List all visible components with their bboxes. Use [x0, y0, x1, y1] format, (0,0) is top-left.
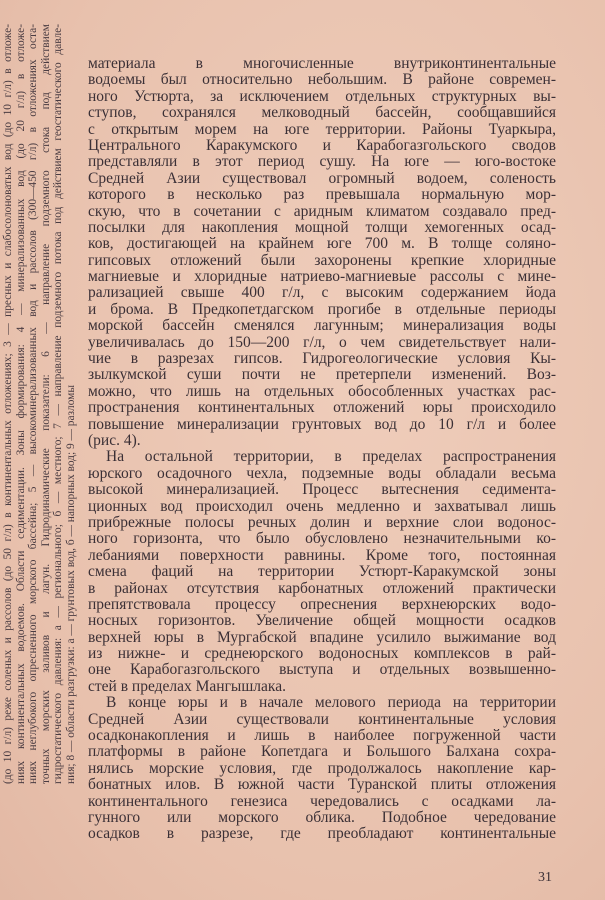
text-line: (рис. 4). — [88, 431, 141, 449]
text-line: оне Карабогазгольского выступа и отдельных возвышенно- — [88, 661, 556, 679]
text-line: магниевые и хлоридные натриево-магниевые рассолы с мине- — [88, 268, 556, 286]
caption-line: гидростатического давления: а — регионального; б — местного; 7 — направление подземного потока под действием геостатического давле- — [52, 24, 64, 784]
text-line: Средней Азии существовал огромный водоем, соленость — [88, 169, 556, 187]
text-line: и брома. В Предкопетдагском прогибе в отдельные периоды — [88, 300, 556, 318]
text-line: ционных вод происходил очень медленно и захватывал лишь — [88, 497, 556, 515]
text-line: пространения континентальных отложений юры происходило — [88, 399, 556, 417]
text-line: стей в пределах Мангышлака. — [88, 677, 286, 695]
text-line: чие в разрезах гипсов. Гидрогеологические условия Кы- — [88, 350, 556, 368]
text-line: скую, что в сочетании с аридным климатом создавало пред- — [88, 202, 556, 220]
caption-line: ниях континентальных водоемов. Области седиментации. Зоны формирования: 4 — минерализованных вод (до 20 г/л) в отложе- — [14, 24, 27, 784]
text-line: морской бассейн сменялся лагунным; минерализация воды — [88, 317, 556, 335]
text-line: материала в многочисленные внутриконтинентальные — [88, 55, 556, 72]
text-line: можно, что лишь на отдельных обособленных участках рас- — [88, 382, 556, 400]
text-line: которого в несколько раз превышала нормальную мор- — [88, 186, 556, 204]
body-text — [88, 56, 556, 843]
figure-caption-rotated — [2, 24, 78, 784]
caption-line: ниях неглубокого опресненного морского бассейна; 5 — высокоминерализованных вод и рассолов (300—450 г/л) в отложениях оста- — [27, 24, 39, 784]
caption-line: точных морских заливов и лагун. Гидродинамические показатели: 6 — направление подземного стока под действием — [39, 24, 52, 784]
text-line: гипсовых отложений были захоронены крепкие хлоридные — [88, 251, 556, 269]
text-line: В конце юры и в начале мелового периода на территории — [106, 694, 556, 712]
text-line: осадков в разрезе, где преобладают континентальные — [88, 825, 556, 843]
caption-line: ния; 8 — области разгрузки: а — грунтовых вод, б — напорных вод; 9 — разломы — [64, 384, 77, 784]
text-line: юрского осадочного чехла, подземные воды обладали весьма — [88, 464, 556, 482]
text-line: водоемы был относительно небольшим. В районе современ- — [88, 71, 556, 89]
text-line: повышение минерализации грунтовых вод до 10 г/л и более — [88, 415, 556, 433]
text-line: Центрального Каракумского и Карабогазгольского сводов — [88, 136, 556, 154]
text-line: нялись морские условия, где продолжалось накопление кар- — [88, 759, 556, 777]
text-line: лебаниями поверхности равнины. Кроме того, постоянная — [88, 546, 556, 564]
text-line: увеличивалась до 150—200 г/л, о чем свидетельствует нали- — [88, 333, 556, 351]
text-line: платформы в районе Копетдага и Большого Балхана сохра- — [88, 743, 556, 761]
text-line: ступов, сохранялся мелководный бассейн, сообщавшийся — [88, 104, 556, 122]
text-line: в районах отсутствия карбонатных отложений практически — [88, 579, 556, 597]
text-line: посылки для накопления мощной толщи хемогенных осад- — [88, 218, 556, 236]
text-line: прибрежные полосы речных долин и верхние слои водонос- — [88, 513, 556, 531]
text-line: ков, достигающей на крайнем юге 700 м. В толще соляно- — [88, 235, 556, 253]
text-line: препятствовала процессу опреснения верхнеюрских водо- — [88, 595, 556, 613]
text-line: носных горизонтов. Увеличение общей мощности осадков — [88, 612, 556, 630]
text-line: высокой минерализацией. Процесс вытеснения седимента- — [88, 481, 556, 499]
text-line: осадконакопления и лишь в наиболее погруженной части — [88, 727, 556, 745]
caption-line: (до 10 г/л) реже соленых и рассолов (до 50 г/л) в континентальных отложениях; 3 — пресных и слабосолоноватых вод (до 10 г/л) в отложе- — [2, 24, 14, 784]
text-line: На остальной территории, в пределах распространения — [106, 448, 556, 466]
text-line: рализацией свыше 400 г/л, с высоким содержанием йода — [88, 284, 556, 302]
text-line: верхней юры в Мургабской впадине усилило выжимание вод — [88, 628, 556, 646]
text-line: бонатных илов. В южной части Туранской плиты отложения — [88, 776, 556, 794]
text-line: зылкумской суши почти не претерпели изменений. Воз- — [88, 366, 556, 384]
text-line: с открытым морем на юге территории. Районы Туаркыра, — [88, 120, 556, 138]
text-line: из нижне- и среднеюрского водоносных комплексов в рай- — [88, 645, 556, 663]
text-line: Средней Азии существовали континентальные условия — [88, 710, 556, 728]
text-line: ного Устюрта, за исключением отдельных структурных вы- — [88, 87, 556, 105]
text-line: гунного или морского облика. Подобное чередование — [88, 808, 556, 826]
text-line: ного горизонта, что было обусловлено незначительными ко- — [88, 530, 556, 548]
text-line: представляли в этот период сушу. На юге — юго-востоке — [88, 153, 556, 171]
text-line: смена фаций на территории Устюрт-Каракумской зоны — [88, 563, 556, 581]
text-line: континентального генезиса чередовались с осадками ла- — [88, 792, 556, 810]
page-number: 31 — [538, 870, 552, 885]
